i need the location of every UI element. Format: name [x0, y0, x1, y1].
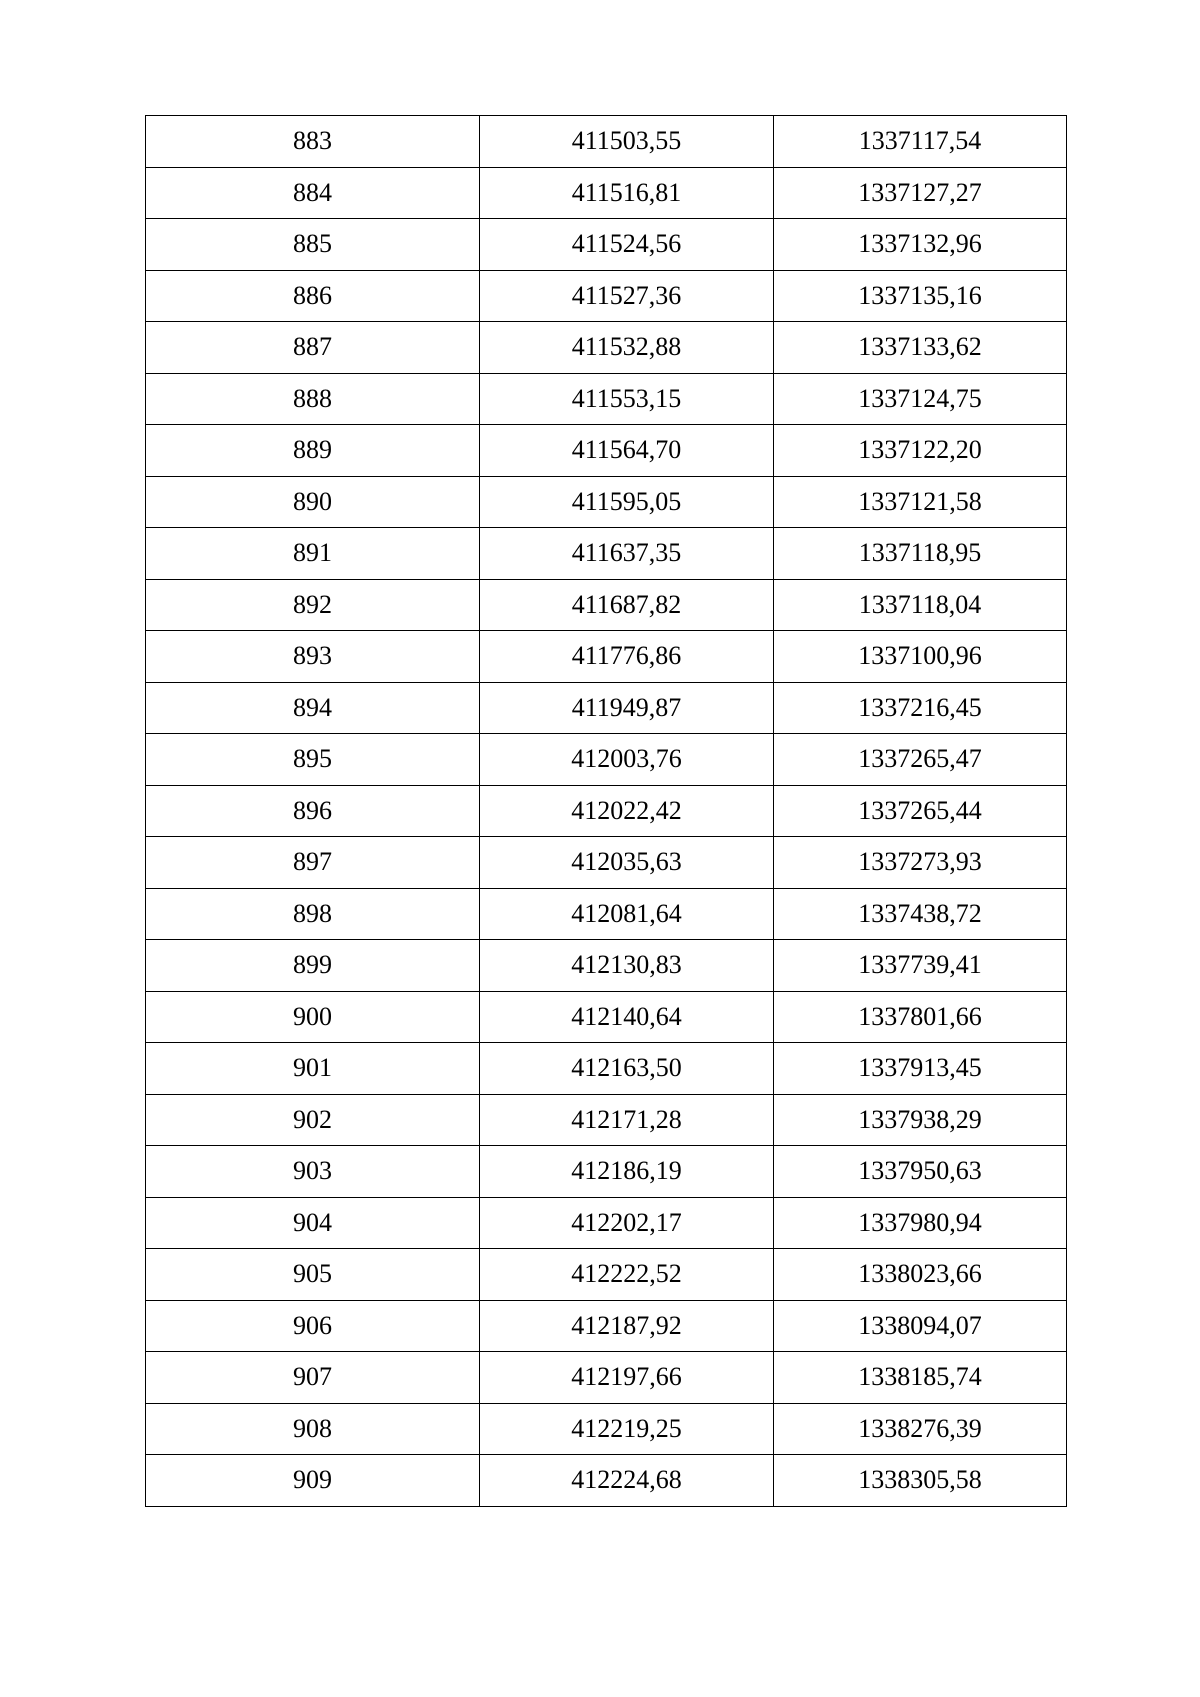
x-coordinate-cell: 412197,66 [480, 1352, 774, 1404]
table-row [146, 373, 1067, 425]
y-coordinate-cell: 1337118,95 [774, 528, 1067, 580]
y-coordinate-cell: 1338023,66 [774, 1249, 1067, 1301]
x-coordinate-cell: 412081,64 [480, 888, 774, 940]
x-coordinate-cell: 411595,05 [480, 476, 774, 528]
y-coordinate-cell: 1337122,20 [774, 425, 1067, 477]
point-number-cell: 887 [146, 322, 480, 374]
table-row [146, 940, 1067, 992]
x-coordinate-cell: 412140,64 [480, 991, 774, 1043]
x-coordinate-cell: 411637,35 [480, 528, 774, 580]
table-row [146, 1300, 1067, 1352]
coordinates-table-body [146, 116, 1067, 1507]
x-coordinate-cell: 411564,70 [480, 425, 774, 477]
y-coordinate-cell: 1337265,47 [774, 734, 1067, 786]
table-row [146, 528, 1067, 580]
table-row [146, 270, 1067, 322]
point-number-cell: 891 [146, 528, 480, 580]
table-row [146, 1146, 1067, 1198]
y-coordinate-cell: 1337938,29 [774, 1094, 1067, 1146]
x-coordinate-cell: 412202,17 [480, 1197, 774, 1249]
y-coordinate-cell: 1337121,58 [774, 476, 1067, 528]
x-coordinate-cell: 411524,56 [480, 219, 774, 271]
table-row [146, 785, 1067, 837]
point-number-cell: 892 [146, 579, 480, 631]
table-row [146, 476, 1067, 528]
x-coordinate-cell: 412171,28 [480, 1094, 774, 1146]
table-row [146, 837, 1067, 889]
point-number-cell: 884 [146, 167, 480, 219]
x-coordinate-cell: 412003,76 [480, 734, 774, 786]
y-coordinate-cell: 1337118,04 [774, 579, 1067, 631]
point-number-cell: 903 [146, 1146, 480, 1198]
table-row [146, 219, 1067, 271]
x-coordinate-cell: 411949,87 [480, 682, 774, 734]
x-coordinate-cell: 412163,50 [480, 1043, 774, 1095]
table-row [146, 1249, 1067, 1301]
point-number-cell: 897 [146, 837, 480, 889]
point-number-cell: 909 [146, 1455, 480, 1507]
x-coordinate-cell: 412187,92 [480, 1300, 774, 1352]
table-row [146, 1403, 1067, 1455]
y-coordinate-cell: 1337265,44 [774, 785, 1067, 837]
table-row [146, 991, 1067, 1043]
y-coordinate-cell: 1338094,07 [774, 1300, 1067, 1352]
y-coordinate-cell: 1338305,58 [774, 1455, 1067, 1507]
y-coordinate-cell: 1337273,93 [774, 837, 1067, 889]
x-coordinate-cell: 411527,36 [480, 270, 774, 322]
point-number-cell: 899 [146, 940, 480, 992]
point-number-cell: 908 [146, 1403, 480, 1455]
table-row [146, 888, 1067, 940]
x-coordinate-cell: 412130,83 [480, 940, 774, 992]
table-row [146, 631, 1067, 683]
y-coordinate-cell: 1337438,72 [774, 888, 1067, 940]
table-row [146, 322, 1067, 374]
y-coordinate-cell: 1338276,39 [774, 1403, 1067, 1455]
y-coordinate-cell: 1337124,75 [774, 373, 1067, 425]
point-number-cell: 895 [146, 734, 480, 786]
table-row [146, 1197, 1067, 1249]
table-row [146, 1043, 1067, 1095]
point-number-cell: 906 [146, 1300, 480, 1352]
point-number-cell: 900 [146, 991, 480, 1043]
y-coordinate-cell: 1337801,66 [774, 991, 1067, 1043]
y-coordinate-cell: 1337980,94 [774, 1197, 1067, 1249]
table-row [146, 579, 1067, 631]
table-row [146, 167, 1067, 219]
x-coordinate-cell: 412022,42 [480, 785, 774, 837]
y-coordinate-cell: 1337117,54 [774, 116, 1067, 168]
x-coordinate-cell: 411503,55 [480, 116, 774, 168]
point-number-cell: 901 [146, 1043, 480, 1095]
x-coordinate-cell: 412224,68 [480, 1455, 774, 1507]
y-coordinate-cell: 1337135,16 [774, 270, 1067, 322]
y-coordinate-cell: 1337132,96 [774, 219, 1067, 271]
y-coordinate-cell: 1337127,27 [774, 167, 1067, 219]
y-coordinate-cell: 1337216,45 [774, 682, 1067, 734]
x-coordinate-cell: 411553,15 [480, 373, 774, 425]
x-coordinate-cell: 412219,25 [480, 1403, 774, 1455]
table-row [146, 682, 1067, 734]
table-row [146, 734, 1067, 786]
point-number-cell: 894 [146, 682, 480, 734]
point-number-cell: 885 [146, 219, 480, 271]
point-number-cell: 902 [146, 1094, 480, 1146]
table-row [146, 1352, 1067, 1404]
point-number-cell: 904 [146, 1197, 480, 1249]
y-coordinate-cell: 1337133,62 [774, 322, 1067, 374]
table-row [146, 425, 1067, 477]
table-row [146, 1094, 1067, 1146]
x-coordinate-cell: 411776,86 [480, 631, 774, 683]
point-number-cell: 896 [146, 785, 480, 837]
y-coordinate-cell: 1337913,45 [774, 1043, 1067, 1095]
point-number-cell: 888 [146, 373, 480, 425]
y-coordinate-cell: 1338185,74 [774, 1352, 1067, 1404]
y-coordinate-cell: 1337100,96 [774, 631, 1067, 683]
x-coordinate-cell: 411687,82 [480, 579, 774, 631]
point-number-cell: 890 [146, 476, 480, 528]
x-coordinate-cell: 412035,63 [480, 837, 774, 889]
point-number-cell: 883 [146, 116, 480, 168]
point-number-cell: 886 [146, 270, 480, 322]
x-coordinate-cell: 411516,81 [480, 167, 774, 219]
x-coordinate-cell: 411532,88 [480, 322, 774, 374]
table-row [146, 116, 1067, 168]
y-coordinate-cell: 1337739,41 [774, 940, 1067, 992]
coordinates-table [145, 115, 1067, 1507]
x-coordinate-cell: 412186,19 [480, 1146, 774, 1198]
point-number-cell: 898 [146, 888, 480, 940]
point-number-cell: 907 [146, 1352, 480, 1404]
point-number-cell: 893 [146, 631, 480, 683]
y-coordinate-cell: 1337950,63 [774, 1146, 1067, 1198]
x-coordinate-cell: 412222,52 [480, 1249, 774, 1301]
table-row [146, 1455, 1067, 1507]
point-number-cell: 889 [146, 425, 480, 477]
point-number-cell: 905 [146, 1249, 480, 1301]
